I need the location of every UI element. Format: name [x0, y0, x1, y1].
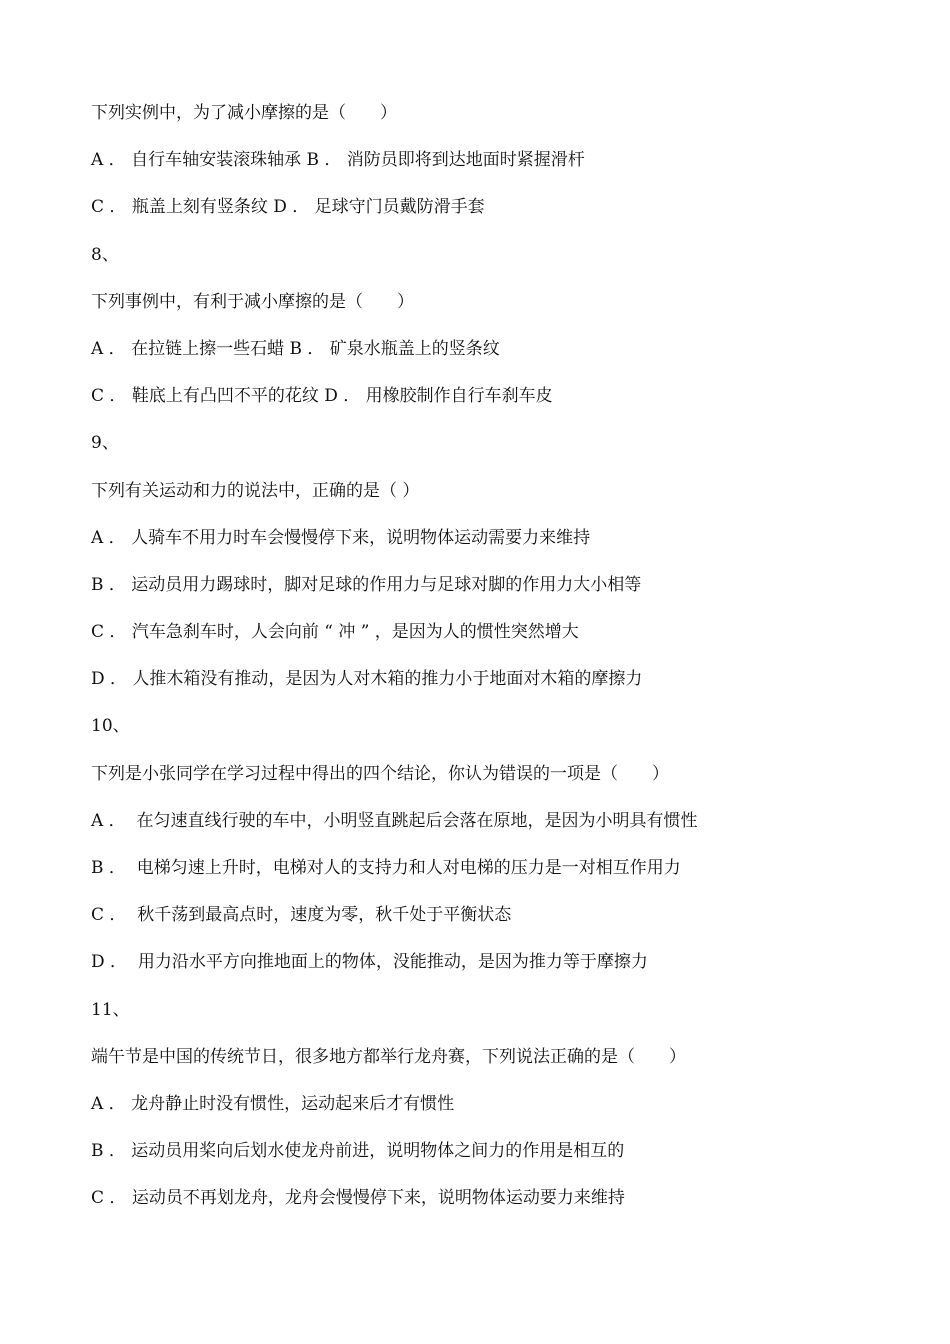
question-10-option-b: B ． 电梯匀速上升时，电梯对人的支持力和人对电梯的压力是一对相互作用力: [91, 858, 681, 878]
question-8-stem: 下列事例中，有利于减小摩擦的是（ ）: [91, 291, 414, 312]
question-9-option-c: C ． 汽车急刹车时，人会向前 “ 冲 ” ，是因为人的惯性突然增大: [91, 622, 579, 643]
question-9-number: 9、: [91, 433, 119, 454]
question-9-option-a: A ． 人骑车不用力时车会慢慢停下来，说明物体运动需要力来维持: [91, 527, 591, 548]
question-11-stem: 端午节是中国的传统节日，很多地方都举行龙舟赛，下列说法正确的是（ ）: [91, 1046, 686, 1067]
question-10-option-c: C ． 秋千荡到最高点时，速度为零，秋千处于平衡状态: [91, 905, 512, 926]
question-8-options-ab: A ． 在拉链上擦一些石蜡 B ． 矿泉水瓶盖上的竖条纹: [91, 338, 500, 359]
question-10-stem: 下列是小张同学在学习过程中得出的四个结论，你认为错误的一项是（ ）: [91, 763, 669, 784]
question-7-stem: 下列实例中，为了减小摩擦的是（ ）: [91, 103, 397, 123]
question-8-options-cd: C ． 鞋底上有凸凹不平的花纹 D ． 用橡胶制作自行车刹车皮: [91, 386, 553, 407]
question-11-option-a: A ． 龙舟静止时没有惯性，运动起来后才有惯性: [91, 1093, 455, 1114]
question-11-number: 11、: [91, 999, 130, 1020]
question-9-stem: 下列有关运动和力的说法中，正确的是（ ）: [91, 480, 420, 501]
question-10-number: 10、: [91, 716, 130, 737]
question-11-option-b: B ． 运动员用桨向后划水使龙舟前进，说明物体之间力的作用是相互的: [91, 1141, 625, 1162]
question-10-option-a: A ． 在匀速直线行驶的车中，小明竖直跳起后会落在原地，是因为小明具有惯性: [91, 810, 698, 831]
question-9-option-d: D ． 人推木箱没有推动，是因为人对木箱的推力小于地面对木箱的摩擦力: [91, 669, 643, 690]
question-9-option-b: B ． 运动员用力踢球时，脚对足球的作用力与足球对脚的作用力大小相等: [91, 574, 642, 595]
question-7-options-ab: A ． 自行车轴安装滚珠轴承 B ． 消防员即将到达地面时紧握滑杆: [91, 150, 585, 171]
question-10-option-d: D ． 用力沿水平方向推地面上的物体，没能推动，是因为推力等于摩擦力: [91, 952, 648, 973]
question-list: [91, 90, 891, 1223]
question-7-options-cd: C ． 瓶盖上刻有竖条纹 D ． 足球守门员戴防滑手套: [91, 197, 485, 218]
question-11-option-c: C ． 运动员不再划龙舟，龙舟会慢慢停下来，说明物体运动要力来维持: [91, 1188, 625, 1209]
question-8-number: 8、: [91, 244, 119, 265]
